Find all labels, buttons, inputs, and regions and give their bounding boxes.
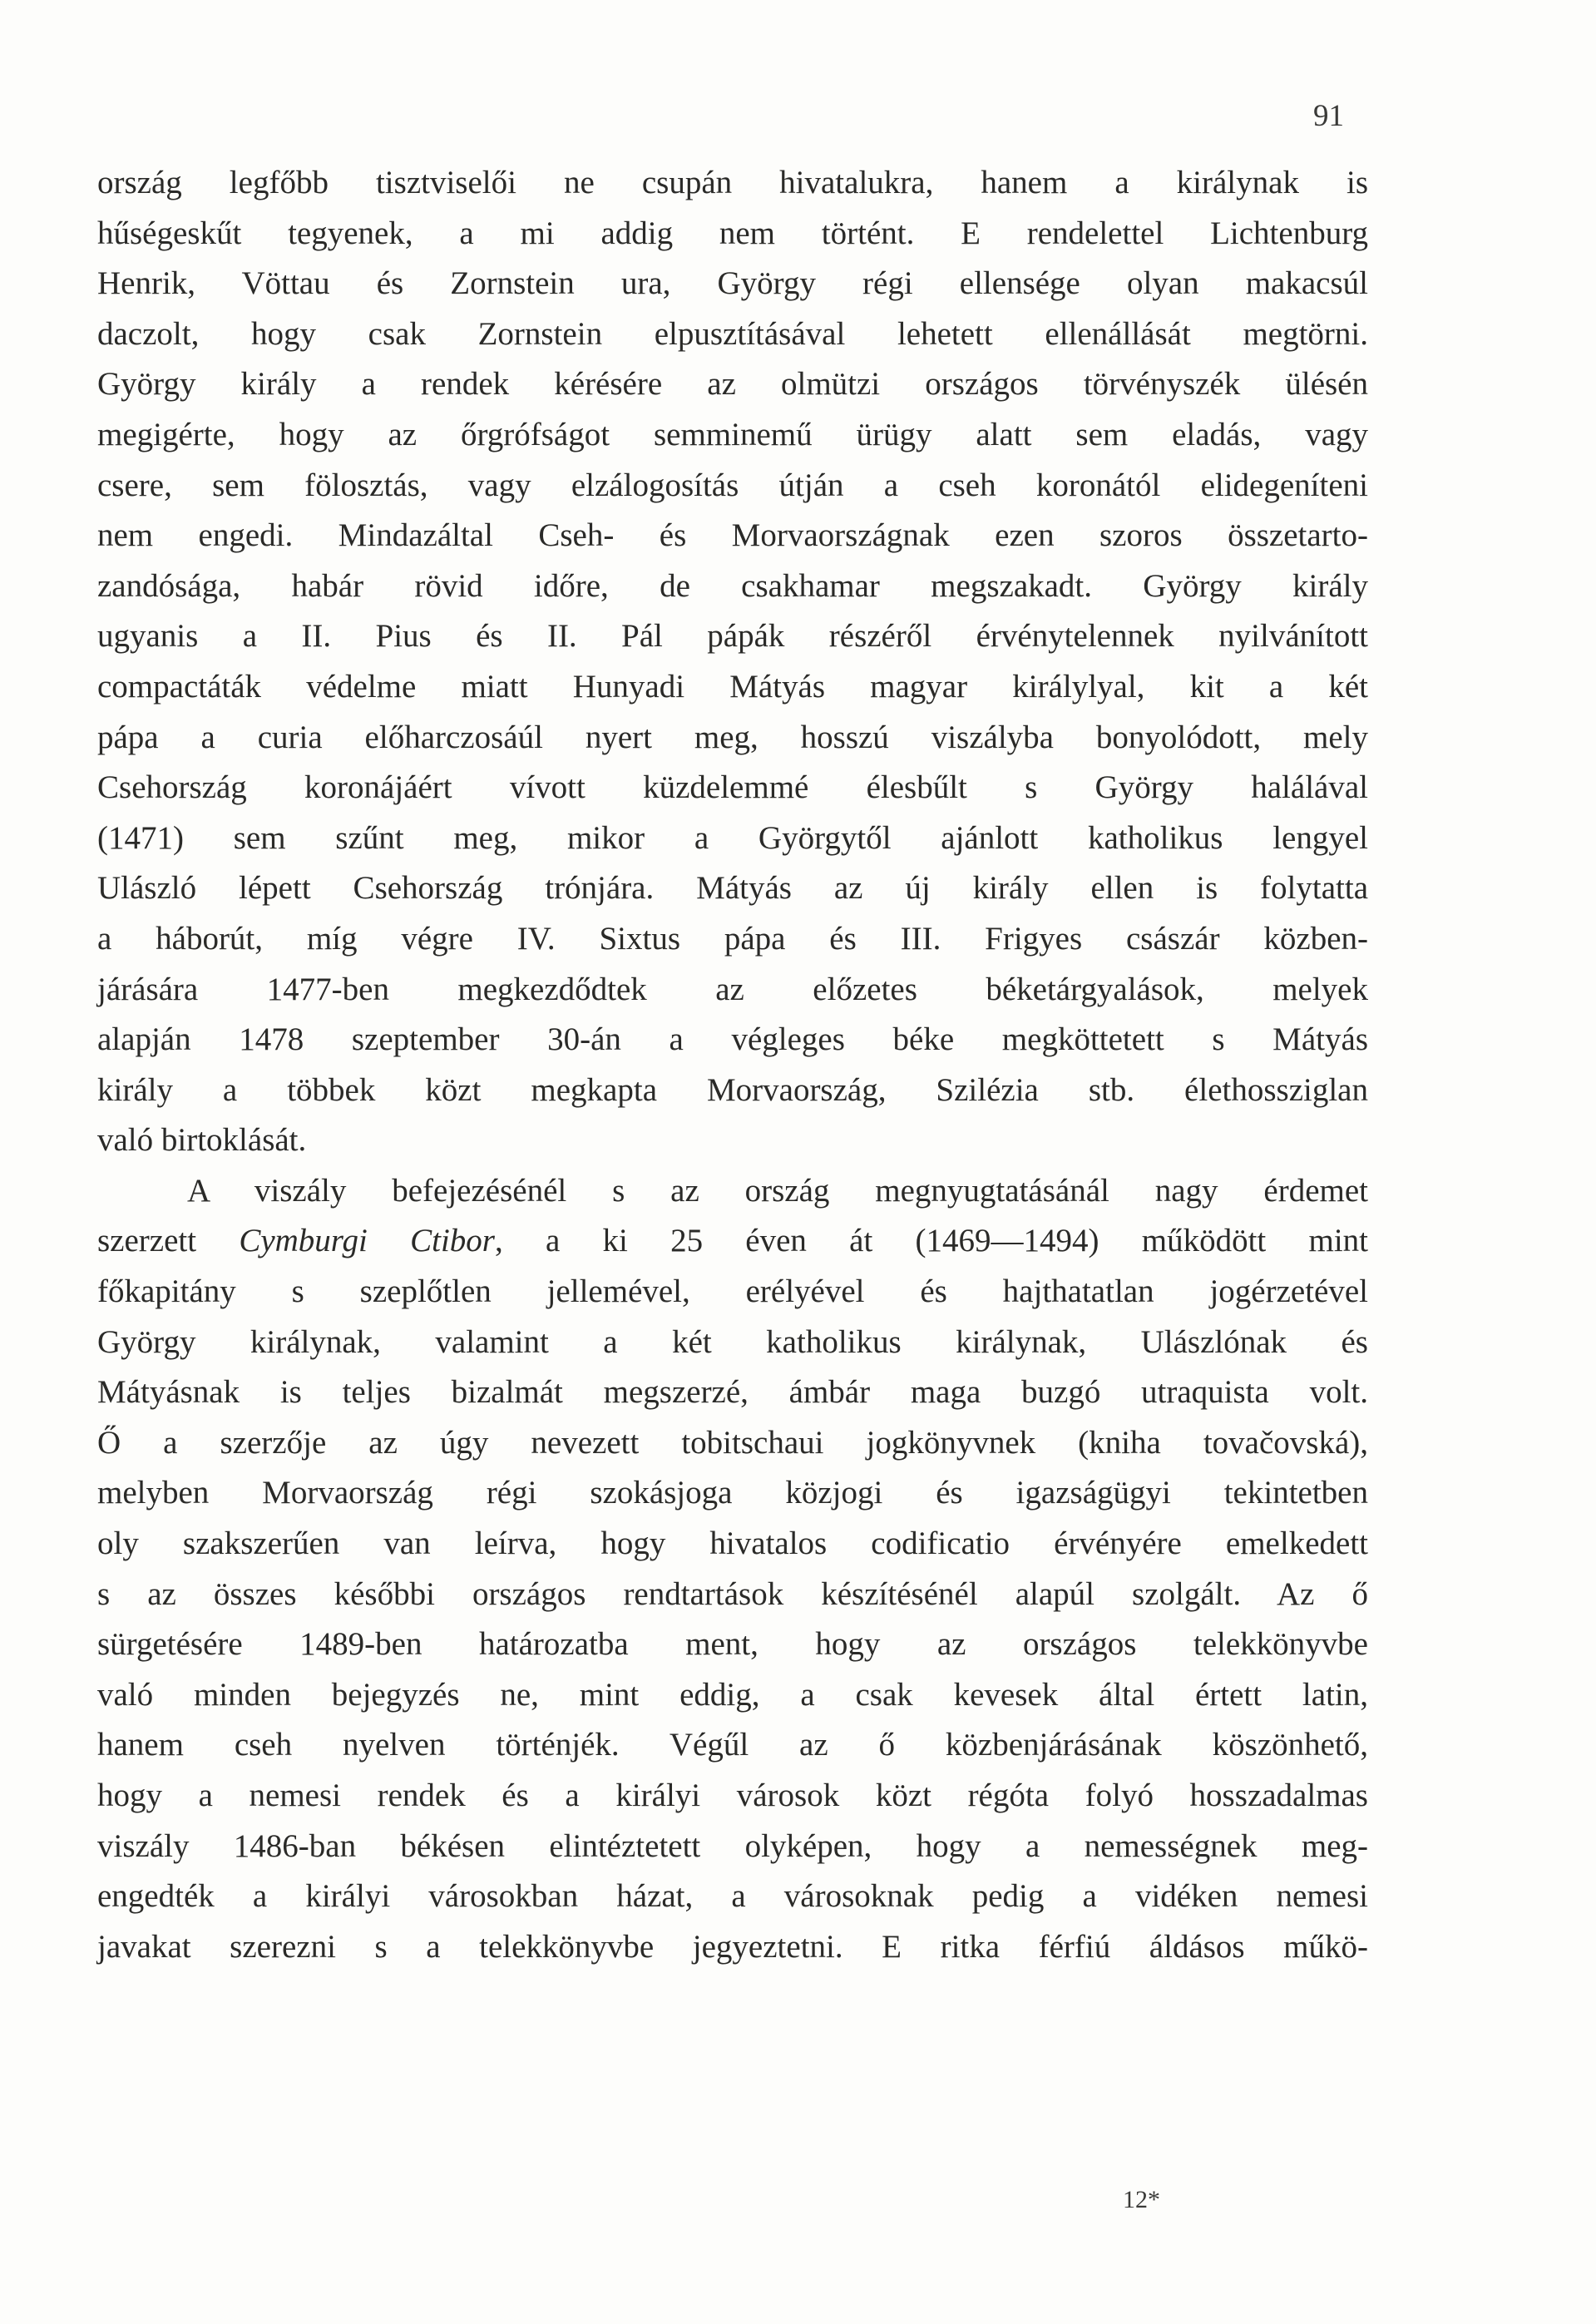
- page-number: 91: [1313, 99, 1344, 133]
- text-line: daczolt, hogy csak Zornstein elpusztításával lehetett ellenállását megtörni.: [97, 315, 1368, 352]
- text-line: s az összes későbbi országos rendtartások készítésénél alapúl szolgált. Az ő: [97, 1575, 1368, 1612]
- text-line: A viszály befejezésénél s az ország megnyugtatásánál nagy érdemet: [187, 1172, 1368, 1209]
- text-line: hűségeskűt tegyenek, a mi addig nem történt. E rendelettel Lichtenburg: [97, 215, 1368, 251]
- text-line: melyben Morvaország régi szokásjoga közjogi és igazságügyi tekintetben: [97, 1475, 1368, 1511]
- text-line: csere, sem fölosztás, vagy elzálogosítás útján a cseh koronától elidegeníteni: [97, 467, 1368, 503]
- italic-name: Cymburgi Ctibor: [239, 1223, 495, 1259]
- text-line: György királynak, valamint a két katholikus királynak, Ulászlónak és: [97, 1323, 1368, 1360]
- text-line: sürgetésére 1489-ben határozatba ment, hogy az országos telekkönyvbe: [97, 1626, 1368, 1663]
- text-line: járására 1477-ben megkezdődtek az előzetes béketárgyalások, melyek: [97, 971, 1368, 1007]
- text-line: oly szakszerűen van leírva, hogy hivatalos codificatio érvényére emelkedett: [97, 1525, 1368, 1562]
- text-line: Henrik, Vöttau és Zornstein ura, György régi ellensége olyan makacsúl: [97, 265, 1368, 302]
- text-line: hanem cseh nyelven történjék. Végűl az ő közbenjárásának köszönhető,: [97, 1727, 1368, 1763]
- text-line: Ulászló lépett Csehország trónjára. Mátyás az új király ellen is folytatta: [97, 870, 1368, 907]
- text-line: a háborút, míg végre IV. Sixtus pápa és III. Frigyes császár közben-: [97, 920, 1368, 957]
- text-line: való minden bejegyzés ne, mint eddig, a csak kevesek által értett latin,: [97, 1676, 1368, 1713]
- text-line: ugyanis a II. Pius és II. Pál pápák részéről érvénytelennek nyilvánított: [97, 618, 1368, 655]
- body-text: [97, 158, 1368, 1972]
- text-line: pápa a curia előharczosáúl nyert meg, hosszú viszályba bonyolódott, mely: [97, 719, 1368, 755]
- signature-mark: 12*: [1123, 2186, 1160, 2213]
- text-line: ország legfőbb tisztviselői ne csupán hivatalukra, hanem a királynak is: [97, 165, 1368, 200]
- text-line: hogy a nemesi rendek és a királyi városok közt régóta folyó hosszadalmas: [97, 1778, 1368, 1813]
- text-line: való birtoklását.: [97, 1122, 307, 1159]
- text-line: Csehország koronájáért vívott küzdelemmé élesbűlt s György halálával: [97, 769, 1368, 806]
- text-line: javakat szerezni s a telekkönyvbe jegyeztetni. E ritka férfiú áldásos műkö-: [97, 1928, 1368, 1965]
- text-line: (1471) sem szűnt meg, mikor a Györgytől ajánlott katholikus lengyel: [97, 819, 1368, 856]
- text-line: megigérte, hogy az őrgrófságot semminemű ürügy alatt sem eladás, vagy: [97, 416, 1368, 452]
- text-line: zandósága, habár rövid időre, de csakhamar megszakadt. György király: [97, 567, 1368, 604]
- text-fragment: , a ki 25 éven át (1469—1494) működött mint: [494, 1223, 1368, 1259]
- text-line: viszály 1486-ban békésen elintéztetett olyképen, hogy a nemességnek meg-: [97, 1827, 1368, 1864]
- text-line: György király a rendek kérésére az olmützi országos törvényszék ülésén: [97, 366, 1368, 403]
- text-fragment: szerzett: [97, 1223, 240, 1259]
- text-line: király a többek közt megkapta Morvaország, Szilézia stb. élethossziglan: [97, 1071, 1368, 1108]
- text-line: nem engedi. Mindazáltal Cseh- és Morvaországnak ezen szoros összetarto-: [97, 517, 1368, 554]
- text-line: főkapitány s szeplőtlen jellemével, erélyével és hajthatatlan jogérzetével: [97, 1273, 1368, 1310]
- text-line: alapján 1478 szeptember 30-án a végleges béke megköttetett s Mátyás: [97, 1021, 1368, 1058]
- text-line: Mátyásnak is teljes bizalmát megszerzé, ámbár maga buzgó utraquista volt.: [97, 1374, 1368, 1411]
- text-line-with-italic: [97, 1216, 1368, 1267]
- text-line: Ő a szerzője az úgy nevezett tobitschaui jogkönyvnek (kniha tovačovská),: [97, 1424, 1368, 1461]
- text-line: engedték a királyi városokban házat, a városoknak pedig a vidéken nemesi: [97, 1878, 1368, 1915]
- text-line: compactáták védelme miatt Hunyadi Mátyás magyar királylyal, kit a két: [97, 668, 1368, 705]
